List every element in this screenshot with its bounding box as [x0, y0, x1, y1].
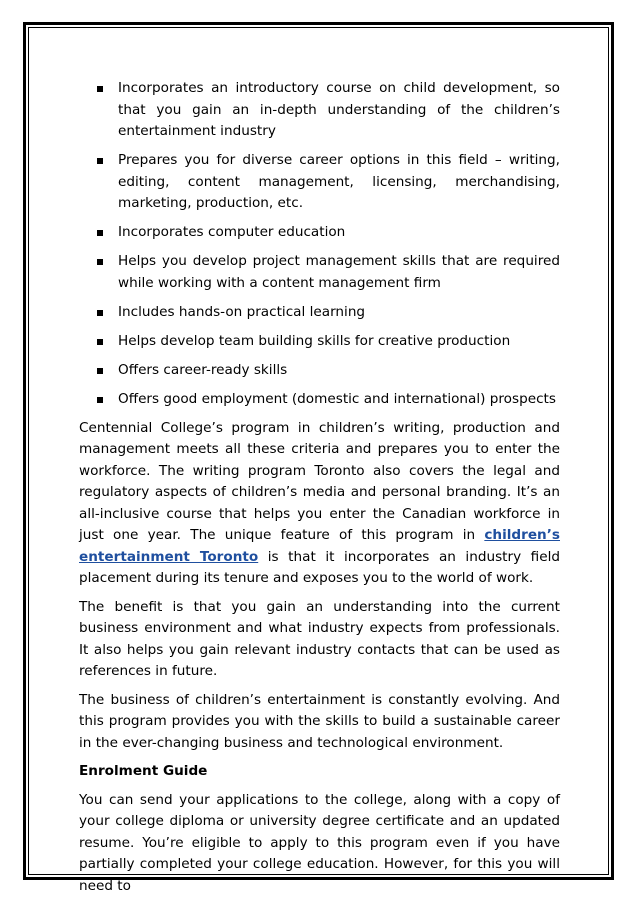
section-heading: Enrolment Guide [79, 763, 208, 779]
list-item: Includes hands-on practical learning [79, 302, 560, 324]
list-item: Helps develop team building skills for creative production [79, 331, 560, 353]
square-bullet-icon [97, 259, 103, 265]
childrens-entertainment-link[interactable]: children’s entertainment Toronto [79, 527, 560, 565]
list-item: Incorporates computer education [79, 222, 560, 244]
square-bullet-icon [97, 310, 103, 316]
benefits-list [79, 78, 560, 410]
list-item: Offers good employment (domestic and international) prospects [79, 389, 560, 411]
list-item: Helps you develop project management skills that are required while working with a content management firm [79, 251, 560, 294]
benefit-paragraph: The benefit is that you gain an understanding into the current business environment and what industry expects from professionals. It also helps you gain relevant industry contacts that can be used as references in future. [79, 598, 560, 679]
square-bullet-icon [97, 158, 103, 164]
square-bullet-icon [97, 397, 103, 403]
list-item: Incorporates an introductory course on child development, so that you gain an in-depth understanding of the children’s entertainment industry [79, 78, 560, 143]
square-bullet-icon [97, 86, 103, 92]
square-bullet-icon [97, 368, 103, 374]
list-item: Offers career-ready skills [79, 360, 560, 382]
list-item: Prepares you for diverse career options in this field – writing, editing, content management, licensing, merchandising, marketing, production, etc. [79, 150, 560, 215]
square-bullet-icon [97, 230, 103, 236]
document-body [79, 78, 560, 904]
business-paragraph: The business of children’s entertainment is constantly evolving. And this program provides you with the skills to build a sustainable career in the ever-changing business and technological environment. [79, 691, 560, 751]
enrolment-paragraph: You can send your applications to the college, along with a copy of your college diploma or university degree certificate and an updated resume. You’re eligible to apply to this program even if you have partially completed your college education. However, for this you will need to [79, 791, 560, 894]
square-bullet-icon [97, 339, 103, 345]
program-paragraph: Centennial College’s program in children’s writing, production and management meets all these criteria and prepares you to enter the workforce. The writing program Toronto also covers the legal and regulatory aspects of children’s media and personal branding. It’s an all-inclusive course that helps you enter the Canadian workforce in just one year. The unique feature of this program in children’s entertainment Toronto is that it incorporates an industry field placement during its tenure and exposes you to the world of work. [79, 419, 560, 586]
